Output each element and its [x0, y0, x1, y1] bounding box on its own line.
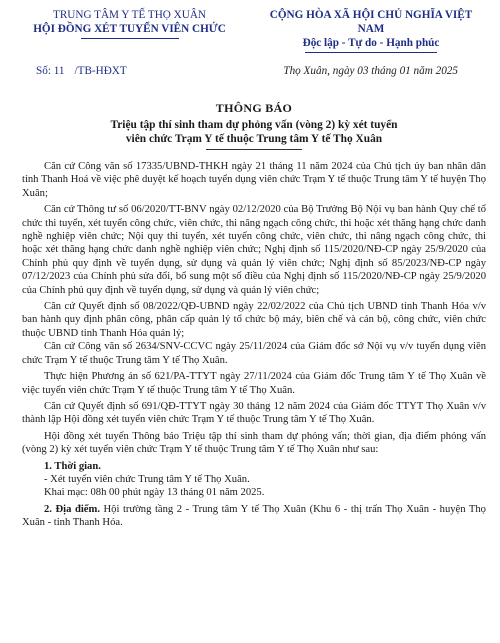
- document-meta: [22, 65, 486, 77]
- section-location-text: Hội trường tầng 2 - Trung tâm Y tế Thọ Xuân (Khu 6 - thị trấn Thọ Xuân - huyện Thọ Xuân - tỉnh Thanh Hóa.: [22, 503, 486, 529]
- section-time-line1: - Xét tuyển viên chức Trung tâm Y tế Thọ Xuân.: [44, 473, 250, 485]
- motto-text: Độc lập - Tự do - Hạnh phúc: [302, 37, 440, 49]
- org-underline: [81, 38, 179, 39]
- issuing-organization: [22, 8, 237, 53]
- document-subtitle: [22, 118, 486, 146]
- paragraph-legal-basis-4: Căn cứ Công văn số 2634/SNV-CCVC ngày 25/11/2024 của Giám đốc sở Nội vụ v/v tuyển dụng viên chức Trạm Y tế thuộc Trung tâm Y tế Thọ Xuân.: [22, 341, 486, 366]
- paragraph-council-decision: Căn cứ Quyết định số 691/QĐ-TTYT ngày 30 tháng 12 năm 2024 của Giám đốc TTYT Thọ Xuân v/v thành lập Hội đồng xét tuyển viên chức Trạm Y tế thuộc Trung tâm Y tế Thọ Xuân.: [22, 400, 486, 426]
- document-title: THÔNG BÁO: [215, 101, 293, 115]
- document-header: [22, 8, 486, 53]
- document-number-suffix: /TB-HĐXT: [74, 65, 127, 77]
- paragraph-announcement: Hội đồng xét tuyển Thông báo Triệu tập thí sinh tham dự phỏng vấn; thời gian, địa điểm phỏng vấn (vòng 2) kỳ xét tuyển viên chức Trạm Y tế thuộc Trung tâm Y tế Thọ Xuân như sau:: [22, 430, 486, 456]
- section-location-heading: 2. Địa điểm.: [44, 503, 100, 515]
- section-time-heading: 1. Thời gian.: [44, 460, 101, 472]
- paragraph-legal-basis-2: Căn cứ Thông tư số 06/2020/TT-BNV ngày 02/12/2020 của Bộ Trưởng Bộ Nội vụ ban hành Quy chế tổ chức thi tuyển, xét tuyển công chức, viên chức, thi nâng ngạch công chức, thi hoặc xét thăng hạng chức danh nghề nghiệp viên chức; Nội quy thi tuyển, xét tuyển công chức, viên chức, thi nâng ngạch công chức, thi hoặc xét thăng hạng chức danh nghề nghiệp viên chức; Nghị định số 115/2020/NĐ-CP ngày 25/9/2020 của Chính phủ quy định về tuyển dụng, sử dụng và quản lý viên chức; Nghị định số 85/2023/NĐ-CP ngày 07/12/2023 của Chính phủ sửa đổi, bổ sung một số điều của Nghị định số 115/2020/NĐ-CP ngày 25/9/2020 của Chính phủ quy định về tuyển dụng, sử dụng và quản lý viên chức;: [22, 204, 486, 296]
- paragraph-plan: Thực hiện Phương án số 621/PA-TTYT ngày 27/11/2024 của Giám đốc Trung tâm Y tế Thọ Xuân về việc tuyển viên chức Trạm Y tế thuộc Trung tâm Y tế Thọ Xuân.: [22, 371, 486, 396]
- subtitle-line1: Triệu tập thí sinh tham dự phỏng vấn (vòng 2) kỳ xét tuyển: [110, 119, 398, 131]
- nation-name: CỘNG HÒA XÃ HỘI CHỦ NGHĨA VIỆT NAM: [269, 9, 473, 35]
- document-number-prefix: Số: 11: [36, 65, 65, 77]
- subtitle-line2: viên chức Trạm Y tế thuộc Trung tâm Y tế Thọ Xuân: [125, 133, 383, 145]
- section-time-line2: Khai mạc: 08h 00 phút ngày 13 tháng 01 năm 2025.: [44, 487, 265, 499]
- subtitle-underline: [206, 149, 302, 150]
- national-motto: [256, 8, 486, 53]
- motto-underline: [305, 52, 437, 53]
- org-name-line2: HỘI ĐỒNG XÉT TUYỂN VIÊN CHỨC: [33, 23, 226, 35]
- document-number: [22, 65, 127, 77]
- org-name-line1: TRUNG TÂM Y TẾ THỌ XUÂN: [53, 9, 206, 21]
- document-date: Thọ Xuân, ngày 03 tháng 01 năm 2025: [283, 65, 458, 77]
- document-body: [22, 160, 486, 530]
- section-location: [22, 503, 486, 530]
- paragraph-legal-basis-1: Căn cứ Công văn số 17335/UBND-THKH ngày 21 tháng 11 năm 2024 của Chủ tịch ủy ban nhân dân tỉnh Thanh Hoá về việc phê duyệt kế hoạch tuyển dụng viên chức Trạm Y tế thuộc Trung tâm Y tế huyện Thọ Xuân;: [22, 161, 486, 199]
- paragraph-legal-basis-3: Căn cứ Quyết định số 08/2022/QĐ-UBND ngày 22/02/2022 của Chủ tịch UBND tỉnh Thanh Hóa v/v ban hành quy định phân công, phân cấp quản lý tổ chức bộ máy, biên chế và cán bộ, công chức, viên chức thuộc UBND tỉnh Thanh Hóa quản lý;: [22, 301, 486, 339]
